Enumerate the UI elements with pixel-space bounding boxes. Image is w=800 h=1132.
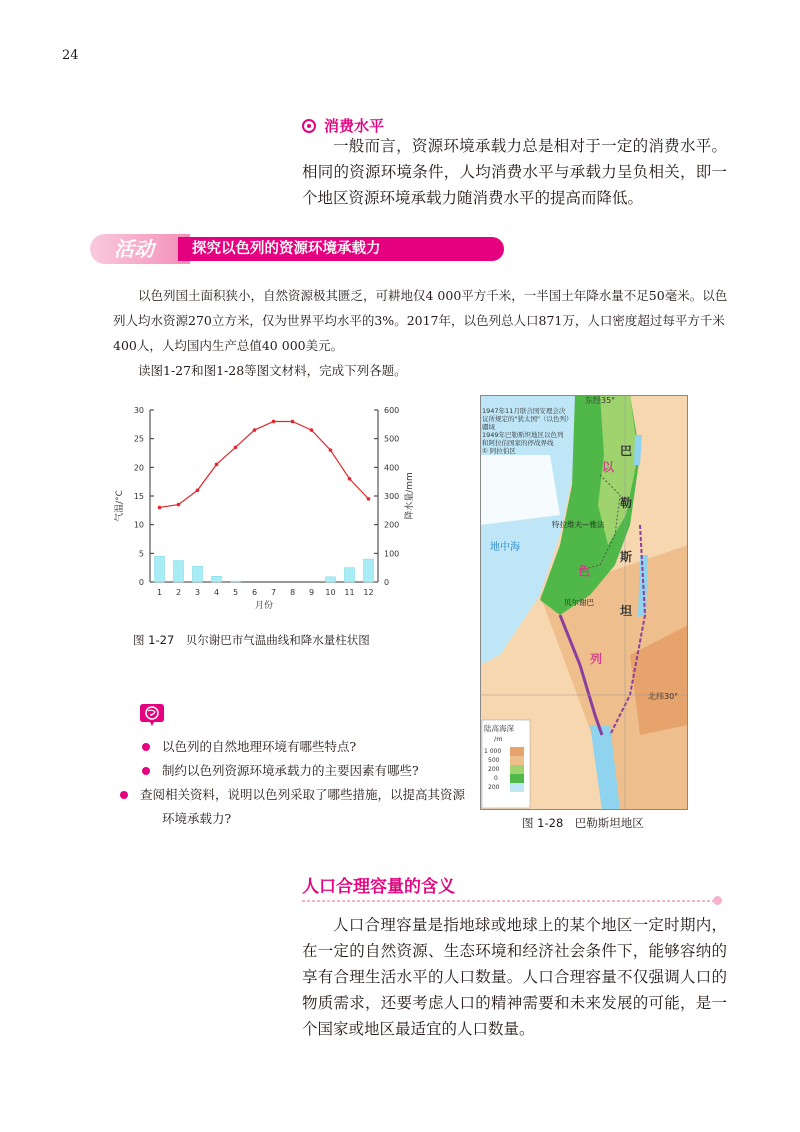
elevation-title: 陆高海深	[484, 724, 514, 733]
y-axis-left-label: 气温/°C	[115, 490, 125, 522]
right-tick-label: 500	[384, 434, 400, 444]
x-tick-label: 6	[251, 588, 258, 597]
precipitation-bar	[326, 577, 336, 582]
legend-1949: 1949年巴勒斯坦地区以色列和阿拉伯国家的停战界线	[482, 431, 564, 447]
temperature-point	[253, 428, 257, 432]
activity-title: 探究以色列的资源环境承载力	[178, 237, 504, 261]
israel-char-3: 列	[590, 652, 603, 666]
x-axis-label: 月份	[254, 601, 274, 611]
climate-chart-caption: 图 1-27 贝尔谢巴市气温曲线和降水量柱状图	[133, 633, 370, 647]
x-tick-label: 3	[194, 588, 201, 597]
consumption-heading-text: 消费水平	[324, 117, 385, 135]
temperature-point	[367, 497, 371, 501]
palestine-char-1: 巴	[620, 444, 633, 458]
city-beersheba-label: 贝尔谢巴	[564, 598, 594, 607]
right-tick-label: 600	[384, 406, 400, 415]
activity-intro	[113, 283, 728, 383]
elev-label-depth: 200	[488, 784, 500, 791]
x-tick-label: 1	[156, 588, 163, 597]
y-axis-right-label: 降水量/mm	[405, 472, 415, 520]
temperature-line	[160, 421, 369, 507]
precipitation-bar	[345, 568, 355, 582]
right-tick-label: 100	[384, 549, 400, 559]
temperature-point	[291, 420, 295, 424]
legend-arab-area: ① 阿拉伯区	[482, 447, 516, 455]
x-tick-label: 8	[289, 588, 296, 597]
left-tick-label: 20	[133, 463, 144, 473]
globe-question-icon	[138, 703, 166, 727]
population-heading: 人口合理容量的含义	[302, 877, 455, 897]
precipitation-bar	[174, 561, 184, 583]
temperature-point	[158, 506, 162, 510]
palestine-char-2: 勒	[620, 496, 633, 510]
temperature-point	[310, 428, 314, 432]
question-list	[140, 735, 470, 831]
left-tick-label: 30	[133, 406, 144, 415]
israel-char-1: 以	[602, 460, 615, 474]
precipitation-bar	[364, 559, 374, 582]
x-tick-label: 5	[232, 588, 239, 597]
precipitation-bar	[212, 576, 222, 582]
sea-label: 地中海	[490, 542, 520, 553]
palestine-char-4: 坦	[620, 604, 633, 618]
temperature-point	[177, 503, 181, 507]
x-tick-label: 12	[363, 588, 374, 597]
left-tick-label: 5	[138, 549, 144, 559]
elev-swatch-0	[510, 774, 524, 783]
elev-label-1000: 1 000	[484, 748, 502, 755]
question-item-1: 以色列的自然地理环境有哪些特点?	[140, 735, 470, 759]
elev-swatch-500	[510, 756, 524, 765]
right-tick-label: 0	[384, 578, 390, 587]
temperature-point	[196, 488, 200, 492]
elev-swatch-depth	[510, 783, 524, 792]
heading-divider-dot	[713, 896, 722, 905]
left-tick-label: 25	[133, 434, 144, 444]
question-item-2: 制约以色列资源环境承载力的主要因素有哪些?	[140, 759, 470, 783]
right-tick-label: 200	[384, 520, 400, 530]
x-tick-label: 2	[175, 588, 182, 597]
elev-label-0: 0	[494, 775, 498, 782]
x-tick-label: 11	[344, 588, 355, 597]
x-tick-label: 10	[325, 588, 336, 597]
israel-char-2: 色	[578, 564, 591, 578]
elev-label-200: 200	[488, 766, 500, 773]
temperature-point	[329, 448, 333, 452]
elevation-unit: /m	[494, 735, 503, 743]
activity-banner	[90, 234, 420, 264]
population-paragraph: 人口合理容量是指地球或地球上的某个地区一定时期内，在一定的自然资源、生态环境和经济社会条件下，能够容纳的享有合理生活水平的人口数量。人口合理容量不仅强调人口的物质需求，还要考虑人口的精神需要和未来发展的可能，是一个国家或地区最适宜的人口数量。	[302, 916, 727, 1038]
elev-swatch-1000	[510, 747, 524, 756]
right-tick-label: 300	[384, 492, 400, 501]
section-circle-icon	[302, 119, 316, 133]
left-tick-label: 10	[133, 520, 144, 530]
question-item-3: 查阅相关资料，说明以色列采取了哪些措施，以提高其资源环境承载力?	[118, 783, 470, 831]
right-tick-label: 400	[384, 463, 400, 473]
legend-1947: 1947年11月联合国安理会决议所规定的"犹太国"（以色列）疆域	[482, 407, 570, 431]
x-tick-label: 4	[213, 588, 220, 597]
temperature-point	[215, 463, 219, 467]
temperature-point	[234, 445, 238, 449]
consumption-paragraph: 一般而言，资源环境承载力总是相对于一定的消费水平。相同的资源环境条件，人均消费水平与承载力呈负相关，即一个地区资源环境承载力随消费水平的提高而降低。	[302, 137, 727, 207]
intro-paragraph-2: 读图1-27和图1-28等图文材料，完成下列各题。	[138, 363, 407, 378]
precipitation-bar	[193, 566, 203, 582]
latitude-label: 北纬30°	[648, 692, 679, 701]
palestine-char-3: 斯	[620, 550, 633, 564]
page-number: 24	[62, 48, 79, 63]
longitude-label: 东经35°	[585, 396, 616, 405]
temperature-point	[348, 477, 352, 481]
climate-chart	[100, 398, 420, 618]
elev-swatch-200	[510, 765, 524, 774]
precipitation-bar	[231, 581, 241, 582]
palestine-map	[480, 395, 688, 810]
precipitation-bar	[155, 556, 165, 582]
x-tick-label: 7	[270, 588, 277, 597]
left-tick-label: 0	[138, 578, 144, 587]
map-legend	[482, 407, 570, 497]
x-tick-label: 9	[308, 588, 315, 597]
intro-paragraph-1: 以色列国土面积狭小，自然资源极其匮乏，可耕地仅4 000平方千米，一半国土年降水量不足50毫米。以色列人均水资源270立方米，仅为世界平均水平的3%。2017年，以色列总人口871万，人口密度超过每平方千米400人，人均国内生产总值40 000美元。	[113, 288, 728, 353]
map-caption: 图 1-28 巴勒斯坦地区	[522, 816, 644, 830]
heading-divider	[302, 900, 714, 902]
temperature-point	[272, 420, 276, 424]
elev-label-500: 500	[488, 757, 500, 764]
activity-tag: 活动	[90, 234, 190, 264]
city-telaviv-label: 特拉维夫—雅法	[552, 520, 605, 529]
left-tick-label: 15	[133, 492, 144, 501]
